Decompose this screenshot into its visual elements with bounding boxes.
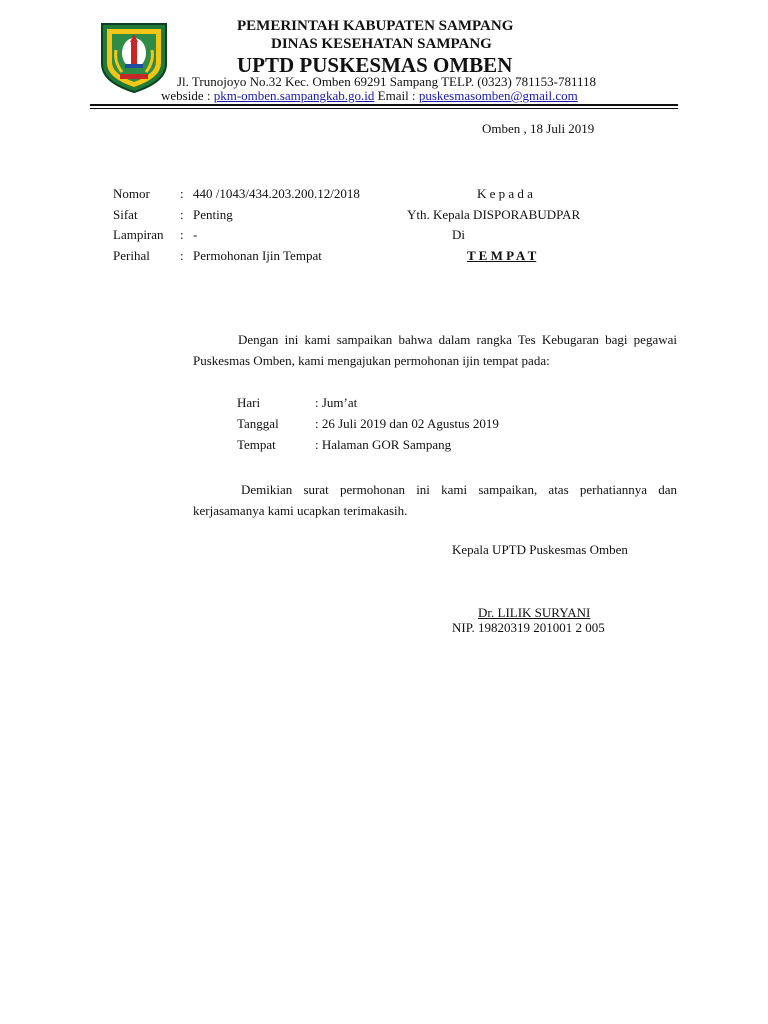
header-rule-thin <box>90 108 678 109</box>
signature-title: Kepala UPTD Puskesmas Omben <box>452 542 628 557</box>
meta-value-sifat: Penting <box>193 207 233 222</box>
detail-value-hari: : Jum’at <box>315 395 358 410</box>
detail-label-tanggal: Tanggal <box>237 416 279 431</box>
header-government: PEMERINTAH KABUPATEN SAMPANG <box>237 18 514 34</box>
meta-value-lampiran: - <box>193 227 198 242</box>
detail-label-hari: Hari <box>237 395 261 410</box>
meta-label-sifat: Sifat <box>113 207 138 222</box>
body-paragraph-intro: Dengan ini kami sampaikan bahwa dalam rangka Tes Kebugaran bagi pegawai Puskesmas Omben, kami mengajukan permohonan ijin tempat pada: <box>193 332 677 368</box>
meta-label-nomor: Nomor <box>113 186 150 201</box>
meta-sep-lampiran: : <box>180 227 184 242</box>
website-link[interactable]: pkm-omben.sampangkab.go.id <box>213 88 375 103</box>
meta-sep-sifat: : <box>180 207 184 222</box>
meta-label-lampiran: Lampiran <box>113 227 164 242</box>
meta-value-perihal: Permohonan Ijin Tempat <box>193 248 322 263</box>
meta-value-nomor: 440 /1043/434.203.200.12/2018 <box>193 186 360 201</box>
meta-label-perihal: Perihal <box>113 248 150 263</box>
recipient-yth: Yth. Kepala DISPORABUDPAR <box>407 207 581 222</box>
header-address: Jl. Trunojoyo No.32 Kec. Omben 69291 Sampang TELP. (0323) 781153-781118 <box>177 74 596 89</box>
recipient-tempat: T E M P A T <box>467 248 537 263</box>
detail-value-tanggal: : 26 Juli 2019 dan 02 Agustus 2019 <box>315 416 499 431</box>
meta-sep-perihal: : <box>180 248 184 263</box>
body-paragraph-closing: Demikian surat permohonan ini kami sampaikan, atas perhatiannya dan kerjasamanya kami ucapkan terimakasih. <box>193 482 677 518</box>
email-label: Email : <box>374 88 419 103</box>
signature-nip: NIP. 19820319 201001 2 005 <box>452 620 605 635</box>
website-label: webside : <box>161 88 214 103</box>
signature-name: Dr. LILIK SURYANI <box>478 605 591 620</box>
header-department: DINAS KESEHATAN SAMPANG <box>271 36 492 52</box>
email-link[interactable]: puskesmasomben@gmail.com <box>418 88 578 103</box>
detail-value-tempat: : Halaman GOR Sampang <box>315 437 452 452</box>
meta-sep-nomor: : <box>180 186 184 201</box>
letter-date: Omben , 18 Juli 2019 <box>482 121 595 136</box>
header-contact <box>161 88 578 104</box>
sampang-emblem-logo <box>96 20 172 94</box>
recipient-di: Di <box>452 227 465 242</box>
detail-label-tempat: Tempat <box>237 437 276 452</box>
header-institution: UPTD PUSKESMAS OMBEN <box>237 53 513 77</box>
header-rule-thick <box>90 104 678 106</box>
recipient-kepada: K e p a d a <box>477 186 533 201</box>
